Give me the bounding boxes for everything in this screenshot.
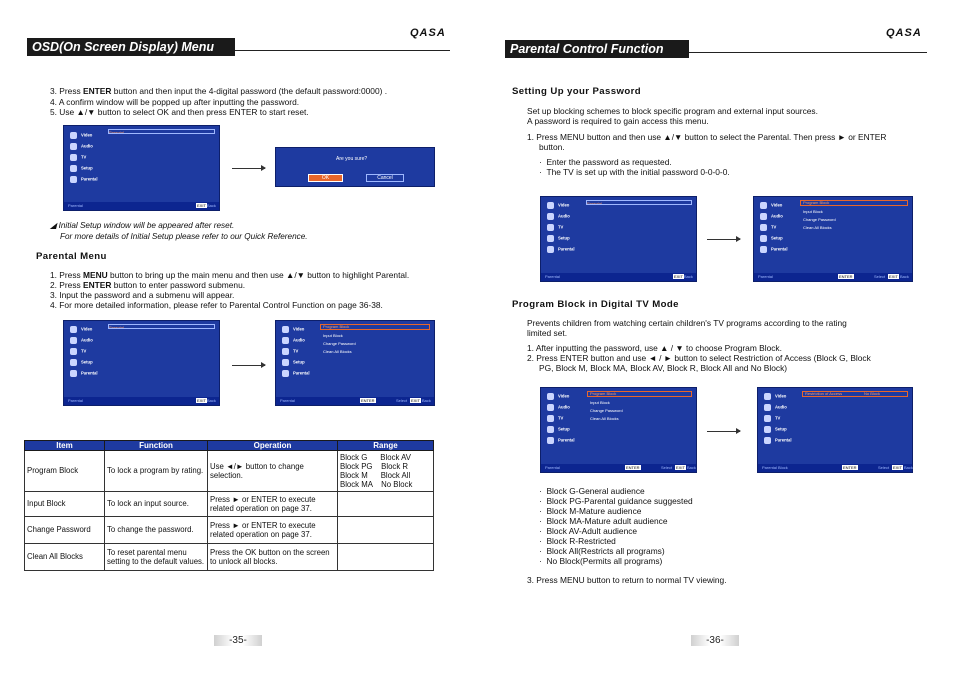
password-field-label: Parental (587, 201, 602, 206)
menu-tv: TV (282, 348, 298, 355)
menu-video: Video (70, 326, 92, 333)
submenu-clean-all[interactable]: Clean All Blocks (590, 416, 619, 421)
table-row (25, 517, 434, 544)
table-row (25, 492, 434, 517)
parental-icon (760, 246, 767, 253)
parental-icon (764, 437, 771, 444)
cell-range: Block G Block AV Block PG Block R Block M Block All Block MA No Block (338, 451, 434, 492)
audio-icon (70, 337, 77, 344)
menu-parental: Parental (282, 370, 310, 377)
audio-icon (70, 143, 77, 150)
setup-icon (70, 359, 77, 366)
submenu-program-block[interactable]: Program Block (323, 324, 350, 329)
submenu-input-block[interactable]: Input Block (803, 209, 823, 214)
program-step-2a: 2. Press ENTER button and use ◄ / ► button to select Restriction of Access (Block G, Block (527, 353, 871, 363)
menu-tv: TV (760, 224, 776, 231)
status-bar: Parental EXIT Back (64, 202, 219, 210)
password-field (108, 129, 215, 134)
menu-setup: Setup (547, 426, 570, 433)
step-reset-5: 5. Use ▲/▼ button to select OK and then press ENTER to start reset. (50, 107, 309, 117)
parental-icon (547, 246, 554, 253)
menu-parental: Parental (70, 370, 98, 377)
submenu-program-block[interactable]: Program Block (803, 200, 830, 205)
restriction-label: Restriction of Access (805, 391, 843, 396)
submenu-program-block[interactable]: Program Block (590, 391, 617, 396)
parental-icon (70, 370, 77, 377)
password-intro-1: Set up blocking schemes to block specific program and external input sources. (527, 106, 818, 116)
brand-logo-right: QASA (886, 27, 922, 39)
menu-audio: Audio (764, 404, 787, 411)
status-bar: Parental EXIT Back (541, 273, 696, 281)
heading-program-block: Program Block in Digital TV Mode (512, 299, 679, 310)
tv-icon (547, 415, 554, 422)
setup-icon (70, 165, 77, 172)
parental-icon (70, 176, 77, 183)
note-reset: ◢ Initial Setup window will be appeared after reset. (50, 221, 235, 230)
video-icon (70, 132, 77, 139)
arrow-right (707, 239, 740, 240)
audio-icon (764, 404, 771, 411)
cell-range (338, 544, 434, 571)
step-parental-1: 1. Press MENU button to bring up the main menu and then use ▲/▼ button to highlight Parental. (50, 270, 410, 280)
table-row (25, 451, 434, 492)
cell-operation: Use ◄/► button to change selection. (208, 451, 338, 492)
cell-item: Program Block (25, 451, 105, 492)
cell-operation: Press the OK button on the screen to unlock all blocks. (208, 544, 338, 571)
setup-icon (764, 426, 771, 433)
setup-icon (547, 426, 554, 433)
program-intro-2: limited set. (527, 328, 568, 338)
audio-icon (760, 213, 767, 220)
menu-audio: Audio (760, 213, 783, 220)
rating-bullet: · Block AV-Adult audience (539, 526, 638, 536)
col-function: Function (105, 441, 208, 451)
menu-setup: Setup (70, 165, 93, 172)
arrow-right (232, 168, 265, 169)
menu-audio: Audio (70, 337, 93, 344)
section-banner-osd: OSD(On Screen Display) Menu (27, 38, 235, 56)
menu-parental: Parental (547, 246, 575, 253)
step-parental-3: 3. Input the password and a submenu will appear. (50, 290, 235, 300)
menu-tv: TV (70, 154, 86, 161)
tv-icon (70, 348, 77, 355)
status-bar: Parental EXIT Back (64, 397, 219, 405)
confirm-ok-button[interactable]: OK (308, 174, 343, 182)
confirm-cancel-button[interactable]: Cancel (366, 174, 404, 182)
menu-setup: Setup (70, 359, 93, 366)
cell-operation: Press ► or ENTER to execute related operation on page 37. (208, 517, 338, 544)
menu-video: Video (547, 393, 569, 400)
submenu-input-block[interactable]: Input Block (323, 333, 343, 338)
password-field-label: Parental (109, 130, 124, 135)
cell-item: Input Block (25, 492, 105, 517)
program-intro-1: Prevents children from watching certain children's TV programs according to the rating (527, 318, 847, 328)
tv-icon (282, 348, 289, 355)
arrow-right (232, 365, 265, 366)
status-bar: Parental Block ENTER Select EXIT Back (758, 464, 912, 472)
menu-video: Video (547, 202, 569, 209)
rating-bullet: · Block M-Mature audience (539, 506, 642, 516)
osd-screen-password-2 (63, 320, 220, 406)
submenu-change-password[interactable]: Change Password (803, 217, 836, 222)
col-operation: Operation (208, 441, 338, 451)
menu-audio: Audio (282, 337, 305, 344)
password-bullet-2: · The TV is set up with the initial password 0-0-0-0. (539, 167, 730, 177)
table-row (25, 544, 434, 571)
password-field (108, 324, 215, 329)
rating-bullet: · Block MA-Mature adult audience (539, 516, 668, 526)
parental-icon (547, 437, 554, 444)
banner-rule (689, 52, 927, 53)
video-icon (282, 326, 289, 333)
menu-video: Video (764, 393, 786, 400)
cell-range (338, 492, 434, 517)
submenu-clean-all[interactable]: Clean All Blocks (323, 349, 352, 354)
menu-tv: TV (547, 224, 563, 231)
rating-bullet: · Block All(Restricts all programs) (539, 546, 665, 556)
password-field (586, 200, 692, 205)
menu-parental: Parental (764, 437, 792, 444)
menu-setup: Setup (764, 426, 787, 433)
menu-audio: Audio (547, 404, 570, 411)
audio-icon (282, 337, 289, 344)
parental-icon (282, 370, 289, 377)
osd-screen-parental-submenu (275, 320, 435, 406)
setup-icon (282, 359, 289, 366)
osd-screen-password (63, 125, 220, 211)
program-step-1: 1. After inputting the password, use ▲ / ▼ to choose Program Block. (527, 343, 782, 353)
cell-item: Change Password (25, 517, 105, 544)
video-icon (70, 326, 77, 333)
password-field-label: Parental (109, 325, 124, 330)
osd-screen-restriction (757, 387, 913, 473)
submenu-change-password[interactable]: Change Password (323, 341, 356, 346)
restriction-value[interactable]: No Block (864, 391, 881, 396)
osd-screen-submenu-right (753, 196, 913, 282)
status-bar: Parental ENTER Select EXIT Back (276, 397, 434, 405)
cell-range (338, 517, 434, 544)
password-step-1a: 1. Press MENU button and then use ▲/▼ button to select the Parental. Then press ► or ENTER (527, 132, 887, 142)
col-item: Item (25, 441, 105, 451)
menu-parental: Parental (547, 437, 575, 444)
password-step-1b: button. (539, 142, 565, 152)
video-icon (547, 393, 554, 400)
menu-setup: Setup (547, 235, 570, 242)
setup-icon (547, 235, 554, 242)
step-parental-2: 2. Press ENTER button to enter password submenu. (50, 280, 246, 290)
video-icon (547, 202, 554, 209)
password-bullet-1: · Enter the password as requested. (539, 157, 672, 167)
rating-bullet: · Block G-General audience (539, 486, 645, 496)
page-number-left: -35- (214, 635, 262, 646)
heading-password: Setting Up your Password (512, 86, 642, 97)
submenu-input-block[interactable]: Input Block (590, 400, 610, 405)
setup-icon (760, 235, 767, 242)
program-step-2b: PG, Block M, Block MA, Block AV, Block R, Block All and No Block) (539, 363, 788, 373)
brand-logo-left: QASA (410, 27, 446, 39)
cell-item: Clean All Blocks (25, 544, 105, 571)
menu-tv: TV (547, 415, 563, 422)
menu-setup: Setup (760, 235, 783, 242)
audio-icon (547, 213, 554, 220)
confirm-dialog (275, 147, 435, 187)
submenu-change-password[interactable]: Change Password (590, 408, 623, 413)
arrow-right (707, 431, 740, 432)
menu-parental: Parental (70, 176, 98, 183)
step-reset-3: 3. Press ENTER button and then input the 4-digital password (the default password:0000) . (50, 86, 388, 96)
menu-tv: TV (764, 415, 780, 422)
status-bar: Parental ENTER Select EXIT Back (754, 273, 912, 281)
confirm-question: Are you sure? (336, 156, 368, 162)
menu-tv: TV (70, 348, 86, 355)
rating-bullet: · Block R-Restricted (539, 536, 616, 546)
tv-icon (760, 224, 767, 231)
cell-function: To change the password. (105, 517, 208, 544)
status-bar: Parental ENTER Select EXIT Back (541, 464, 696, 472)
parental-table (24, 440, 434, 571)
section-banner-parental: Parental Control Function (505, 40, 689, 58)
video-icon (764, 393, 771, 400)
osd-screen-program-block (540, 387, 697, 473)
osd-screen-password-right (540, 196, 697, 282)
menu-audio: Audio (70, 143, 93, 150)
step-parental-4: 4. For more detailed information, please refer to Parental Control Function on page 36-38. (50, 300, 383, 310)
menu-video: Video (70, 132, 92, 139)
banner-rule (235, 50, 450, 51)
cell-operation: Press ► or ENTER to execute related operation on page 37. (208, 492, 338, 517)
final-step: 3. Press MENU button to return to normal TV viewing. (527, 575, 727, 585)
heading-parental-menu: Parental Menu (36, 251, 107, 262)
audio-icon (547, 404, 554, 411)
tv-icon (70, 154, 77, 161)
menu-video: Video (760, 202, 782, 209)
pointer-icon: ◢ (50, 221, 59, 230)
menu-parental: Parental (760, 246, 788, 253)
menu-audio: Audio (547, 213, 570, 220)
rating-bullet: · Block PG-Parental guidance suggested (539, 496, 693, 506)
step-reset-4: 4. A confirm window will be popped up after inputting the password. (50, 97, 300, 107)
page-number-right: -36- (691, 635, 739, 646)
tv-icon (547, 224, 554, 231)
col-range: Range (338, 441, 434, 451)
tv-icon (764, 415, 771, 422)
submenu-clean-all[interactable]: Clean All Blocks (803, 225, 832, 230)
cell-function: To reset parental menu setting to the default values. (105, 544, 208, 571)
menu-setup: Setup (282, 359, 305, 366)
menu-video: Video (282, 326, 304, 333)
password-intro-2: A password is required to gain access this menu. (527, 116, 709, 126)
cell-function: To lock an input source. (105, 492, 208, 517)
video-icon (760, 202, 767, 209)
rating-bullet: · No Block(Permits all programs) (539, 556, 663, 566)
cell-function: To lock a program by rating. (105, 451, 208, 492)
note-reference: For more details of Initial Setup please refer to our Quick Reference. (60, 232, 308, 241)
